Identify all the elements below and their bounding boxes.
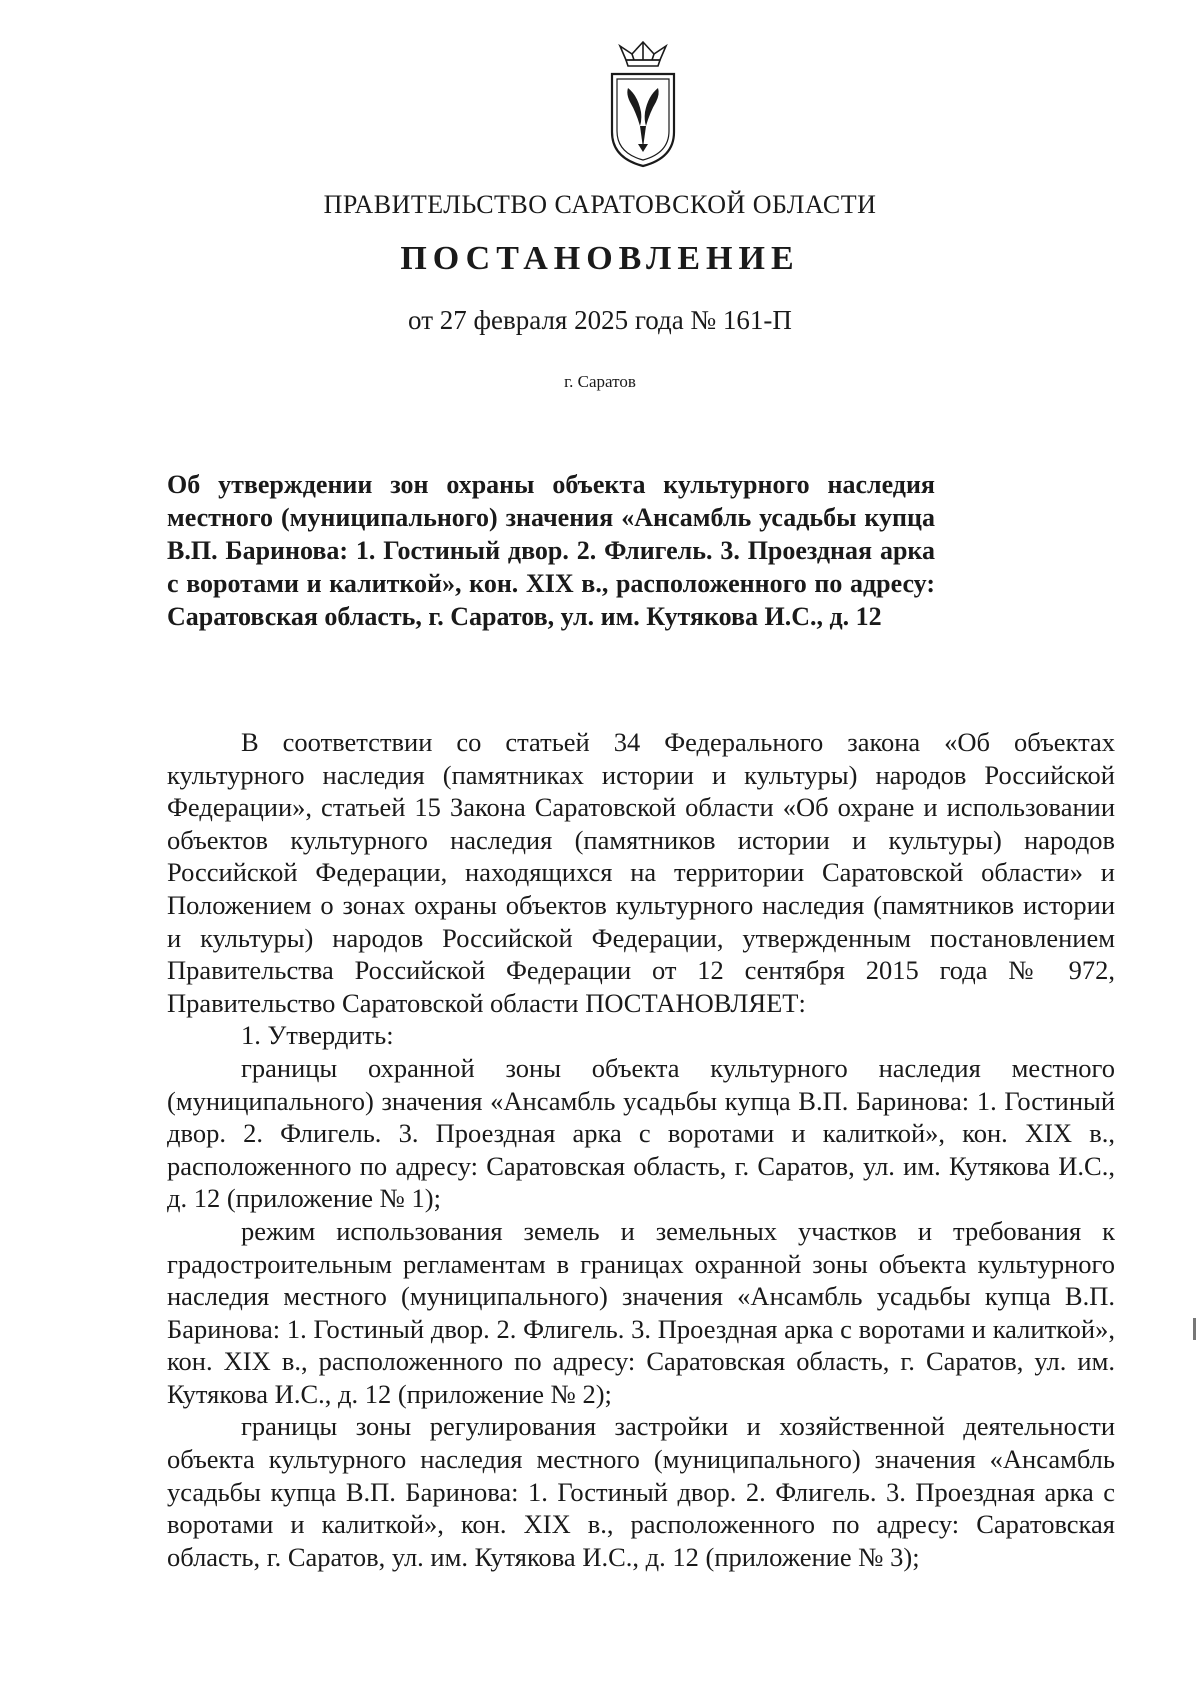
document-title: Об утверждении зон охраны объекта культурного наследия местного (муниципального) значения «Ансамбль усадьбы купца В.П. Баринова: 1. Гостиный двор. 2. Флигель. 3. Проездная арка с воротами и калиткой», кон. XIX в., расположенного по адресу: Саратовская область, г. Саратов, ул. им. Кутякова И.С., д. 12	[167, 470, 935, 631]
document-city: г. Саратов	[564, 372, 636, 391]
document-type: ПОСТАНОВЛЕНИЕ	[400, 240, 800, 277]
coat-of-arms-icon	[598, 40, 688, 170]
body-paragraph: границы зоны регулирования застройки и хозяйственной деятельности объекта культурного наследия местного (муниципального) значения «Ансамбль усадьбы купца В.П. Баринова: 1. Гостиный двор. 2. Флигель. 3. Проездная арка с воротами и калиткой», кон. XIX в., расположенного по адресу: Саратовская область, г. Саратов, ул. им. Кутякова И.С., д. 12 (приложение № 3);	[167, 1411, 1115, 1572]
document-body	[167, 726, 1115, 1573]
government-name: ПРАВИТЕЛЬСТВО САРАТОВСКОЙ ОБЛАСТИ	[323, 190, 877, 219]
body-paragraph: В соответствии со статьей 34 Федерального закона «Об объектах культурного наследия (памятниках истории и культуры) народов Российской Федерации», статьей 15 Закона Саратовской области «Об охране и использовании объектов культурного наследия (памятников истории и культуры) народов Российской Федерации, находящихся на территории Саратовской области» и Положением о зонах охраны объектов культурного наследия (памятников истории и культуры) народов Российской Федерации, утвержденным постановлением Правительства Российской Федерации от 12 сентября 2015 года № 972, Правительство Саратовской области ПОСТАНОВЛЯЕТ:	[167, 727, 1115, 1018]
body-paragraph: границы охранной зоны объекта культурного наследия местного (муниципального) значения «Ансамбль усадьбы купца В.П. Баринова: 1. Гостиный двор. 2. Флигель. 3. Проездная арка с воротами и калиткой», кон. XIX в., расположенного по адресу: Саратовская область, г. Саратов, ул. им. Кутякова И.С., д. 12 (приложение № 1);	[167, 1052, 1115, 1214]
document-date-number: от 27 февраля 2025 года № 161-П	[408, 305, 792, 335]
scan-artifact	[1193, 1318, 1196, 1340]
body-paragraph: 1. Утвердить:	[241, 1020, 394, 1051]
body-paragraph: режим использования земель и земельных участков и требования к градостроительным регламентам в границах охранной зоны объекта культурного наследия местного (муниципального) значения «Ансамбль усадьбы купца В.П. Баринова: 1. Гостиный двор. 2. Флигель. 3. Проездная арка с воротами и калиткой», кон. XIX в., расположенного по адресу: Саратовская область, г. Саратов, ул. им. Кутякова И.С., д. 12 (приложение № 2);	[167, 1215, 1115, 1409]
